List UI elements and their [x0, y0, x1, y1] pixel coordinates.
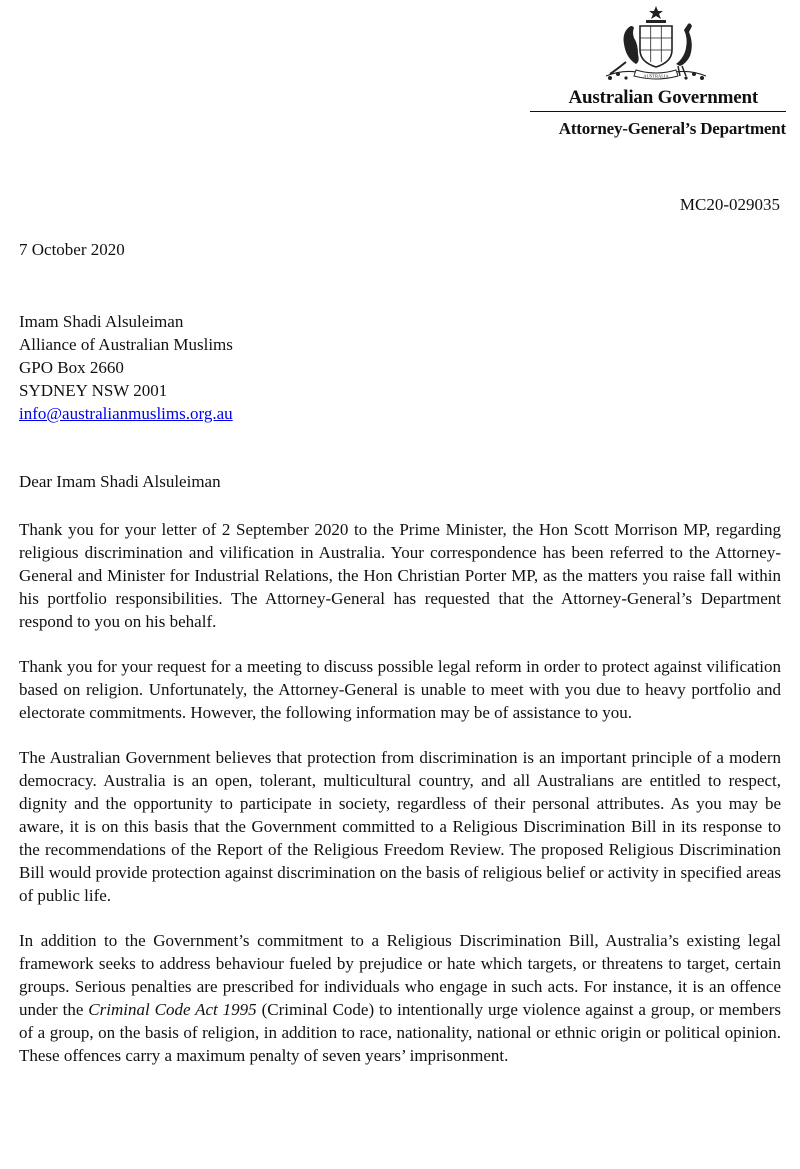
recipient-organisation: Alliance of Australian Muslims: [19, 335, 233, 354]
coat-of-arms-icon: [596, 4, 716, 84]
department-name: Attorney-General’s Department: [558, 119, 786, 138]
paragraph-4-part-a: In addition to the Government’s commitment to a Religious Discrimination Bill, Australia’s existing legal framework seeks to address behaviour fueled by prejudice or hate which targets, or threatens to target, certain groups. Serious penalties are prescribed for individuals who engage in such acts. For instance, it is an offence under the: [19, 931, 781, 1019]
paragraph-4-part-b: (Criminal Code) to intentionally urge violence against a group, or members of a group, on the basis of religion, in addition to race, nationality, national or ethnic origin or political opinion. These offences carry a maximum penalty of seven years’ imprisonment.: [19, 1000, 781, 1065]
paragraph-4: [19, 929, 781, 1067]
recipient-city: SYDNEY NSW 2001: [19, 381, 168, 400]
government-name: Australian Government: [568, 87, 758, 108]
paragraph-1: Thank you for your letter of 2 September 2020 to the Prime Minister, the Hon Scott Morrison MP, regarding religious discrimination and vilification in Australia. Your correspondence has been referred to the Attorney-General and Minister for Industrial Relations, the Hon Christian Porter MP, as the matters you raise fall within his portfolio responsibilities. The Attorney-General has requested that the Attorney-General’s Department respond to you on his behalf.: [19, 520, 781, 631]
salutation: Dear Imam Shadi Alsuleiman: [19, 472, 221, 491]
criminal-code-act-title: Criminal Code Act 1995: [88, 1000, 257, 1019]
letter-date: 7 October 2020: [19, 240, 125, 259]
crest-scroll-text: AUSTRALIA: [643, 73, 669, 79]
recipient-po-box: GPO Box 2660: [19, 358, 124, 377]
paragraph-2: Thank you for your request for a meeting to discuss possible legal reform in order to protect against vilification based on religion. Unfortunately, the Attorney-General is unable to meet with you due to heavy portfolio and electorate commitments. However, the following information may be of assistance to you.: [19, 657, 781, 722]
recipient-email-link[interactable]: info@australianmuslims.org.au: [19, 404, 233, 423]
letter-body: [19, 518, 781, 1089]
reference-number: MC20-029035: [679, 195, 780, 214]
paragraph-3: The Australian Government believes that protection from discrimination is an important principle of a modern democracy. Australia is an open, tolerant, multicultural country, and all Australians are entitled to respect, dignity and the opportunity to participate in society, regardless of their personal attributes. As you may be aware, it is on this basis that the Government committed to a Religious Discrimination Bill in its response to the recommendations of the Report of the Religious Freedom Review. The proposed Religious Discrimination Bill would provide protection against discrimination on the basis of religious belief or activity in specified areas of public life.: [19, 748, 781, 905]
letterhead-divider: [530, 111, 786, 112]
recipient-name: Imam Shadi Alsuleiman: [19, 312, 184, 331]
recipient-address: [19, 310, 233, 425]
